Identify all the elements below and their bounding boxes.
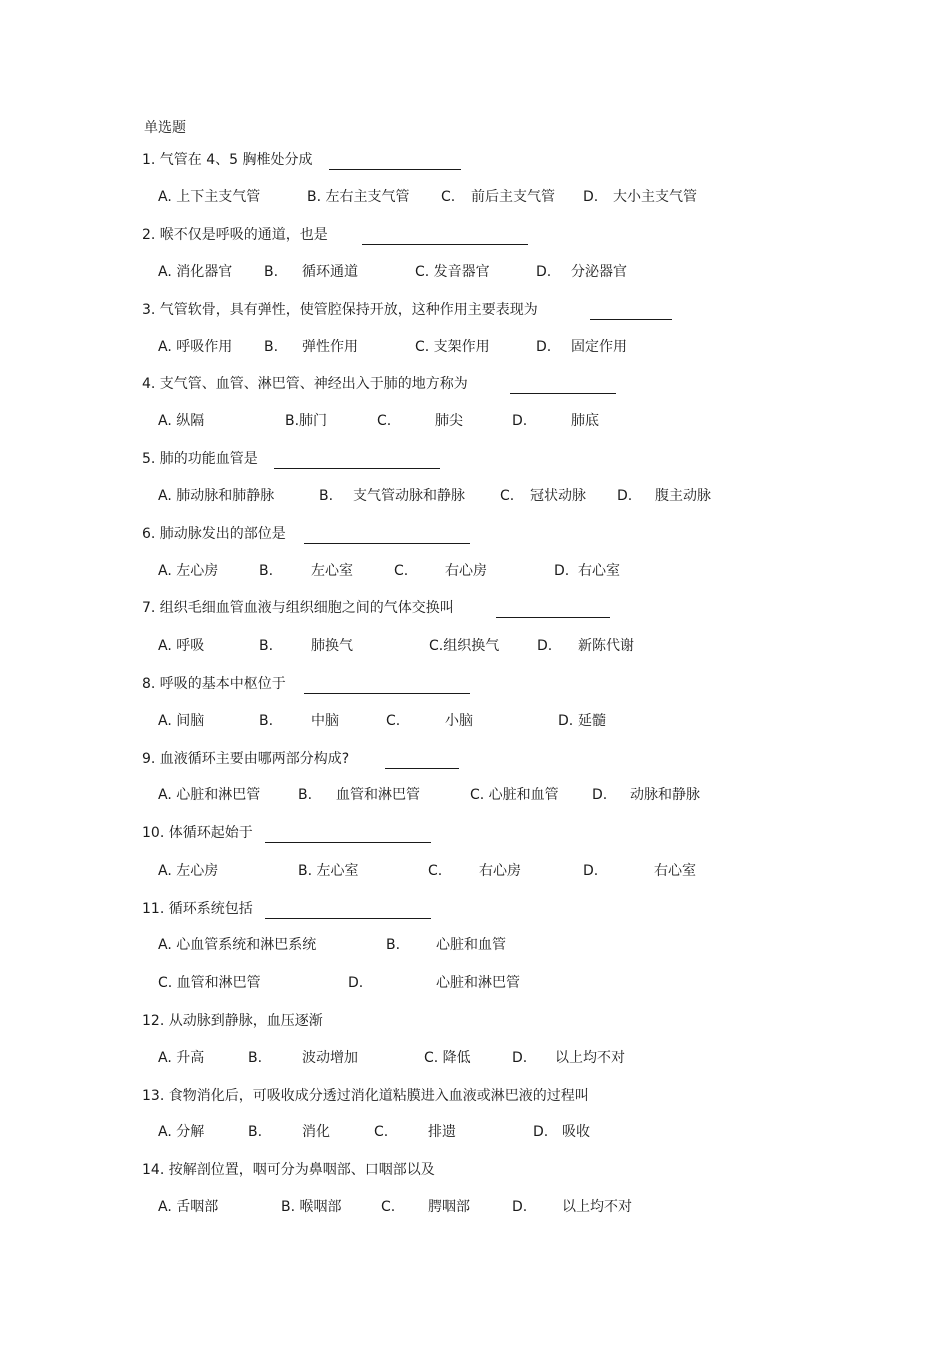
- option-text: D.: [558, 713, 574, 729]
- question-item: [142, 524, 470, 544]
- option-text: C.: [386, 713, 401, 729]
- answer-blank: [274, 454, 440, 469]
- option-text: B.: [264, 264, 279, 280]
- question-text: 12. 从动脉到静脉，血压逐渐: [142, 1013, 323, 1029]
- option-text: D.: [554, 563, 570, 579]
- answer-blank: [362, 230, 528, 245]
- options-row: [158, 1048, 858, 1068]
- option-text: B.: [264, 339, 279, 355]
- option-text: 延髓: [578, 713, 606, 729]
- question-item: [142, 300, 672, 320]
- question-item: [142, 823, 431, 843]
- option-text: 前后主支气管: [471, 189, 555, 205]
- option-text: C.: [394, 563, 409, 579]
- question-item: [142, 598, 610, 618]
- option-text: 支气管动脉和静脉: [353, 488, 465, 504]
- question-text: 5. 肺的功能血管是: [142, 451, 258, 467]
- answer-blank: [329, 155, 461, 170]
- option-text: D.: [536, 339, 552, 355]
- option-text: C.: [428, 863, 443, 879]
- option-text: 右心房: [445, 563, 487, 579]
- options-row: [158, 187, 858, 207]
- option-text: C. 血管和淋巴管: [158, 975, 261, 991]
- section-title: 单选题: [144, 120, 186, 136]
- option-text: 新陈代谢: [578, 638, 634, 654]
- option-text: A. 心血管系统和淋巴系统: [158, 937, 317, 953]
- option-text: A. 升高: [158, 1050, 205, 1066]
- option-text: 右心房: [479, 863, 521, 879]
- options-row: [158, 935, 858, 955]
- option-text: C.: [381, 1199, 396, 1215]
- option-text: 冠状动脉: [530, 488, 586, 504]
- option-text: B.: [259, 638, 274, 654]
- option-text: 动脉和静脉: [630, 787, 700, 803]
- question-item: [142, 674, 470, 694]
- option-text: 小脑: [445, 713, 473, 729]
- option-text: D.: [536, 264, 552, 280]
- options-row: [158, 337, 858, 357]
- question-text: 4. 支气管、血管、淋巴管、神经出入于肺的地方称为: [142, 376, 468, 392]
- option-text: 肺换气: [311, 638, 353, 654]
- answer-blank: [385, 754, 459, 769]
- options-row: [158, 486, 858, 506]
- option-text: C.: [441, 189, 456, 205]
- option-text: D.: [512, 413, 528, 429]
- question-text: 2. 喉不仅是呼吸的通道，也是: [142, 227, 328, 243]
- answer-blank: [265, 904, 431, 919]
- question-item: [142, 899, 431, 919]
- question-item: [142, 374, 616, 394]
- option-text: A. 左心房: [158, 563, 219, 579]
- option-text: B.: [319, 488, 334, 504]
- answer-blank: [590, 305, 672, 320]
- answer-blank: [265, 828, 431, 843]
- question-text: 7. 组织毛细血管血液与组织细胞之间的气体交换叫: [142, 600, 454, 616]
- option-text: 弹性作用: [302, 339, 358, 355]
- option-text: 左心室: [311, 563, 353, 579]
- question-text: 14. 按解剖位置，咽可分为鼻咽部、口咽部以及: [142, 1162, 435, 1178]
- option-text: D.: [533, 1124, 549, 1140]
- question-item: [142, 1011, 323, 1031]
- option-text: 吸收: [562, 1124, 590, 1140]
- option-text: A. 呼吸: [158, 638, 205, 654]
- option-text: 固定作用: [571, 339, 627, 355]
- option-text: 心脏和血管: [436, 937, 506, 953]
- answer-blank: [496, 603, 610, 618]
- option-text: C.: [374, 1124, 389, 1140]
- option-text: 心脏和淋巴管: [436, 975, 520, 991]
- question-item: [142, 1086, 589, 1106]
- option-text: B.: [248, 1124, 263, 1140]
- option-text: 中脑: [311, 713, 339, 729]
- option-text: A. 肺动脉和肺静脉: [158, 488, 275, 504]
- question-text: 3. 气管软骨，具有弹性，使管腔保持开放，这种作用主要表现为: [142, 302, 538, 318]
- option-text: 肺尖: [435, 413, 463, 429]
- option-text: A. 舌咽部: [158, 1199, 219, 1215]
- option-text: A. 左心房: [158, 863, 219, 879]
- question-text: 8. 呼吸的基本中枢位于: [142, 676, 286, 692]
- answer-blank: [510, 379, 616, 394]
- option-text: C. 支架作用: [415, 339, 490, 355]
- option-text: B. 左心室: [298, 863, 359, 879]
- option-text: 腭咽部: [428, 1199, 470, 1215]
- option-text: 大小主支气管: [613, 189, 697, 205]
- option-text: C. 降低: [424, 1050, 471, 1066]
- option-text: 腹主动脉: [655, 488, 711, 504]
- option-text: A. 上下主支气管: [158, 189, 261, 205]
- question-text: 10. 体循环起始于: [142, 825, 253, 841]
- option-text: 消化: [302, 1124, 330, 1140]
- question-text: 1. 气管在 4、5 胸椎处分成: [142, 152, 313, 168]
- option-text: B. 左右主支气管: [307, 189, 410, 205]
- option-text: D.: [583, 863, 599, 879]
- option-text: B.: [248, 1050, 263, 1066]
- question-text: 9. 血液循环主要由哪两部分构成?: [142, 751, 350, 767]
- option-text: A. 心脏和淋巴管: [158, 787, 261, 803]
- question-item: [142, 1160, 435, 1180]
- options-row: [158, 711, 858, 731]
- option-text: A. 消化器官: [158, 264, 233, 280]
- option-text: C. 心脏和血管: [470, 787, 559, 803]
- option-text: 分泌器官: [571, 264, 627, 280]
- option-text: B.: [259, 563, 274, 579]
- question-item: [142, 225, 528, 245]
- option-text: D.: [617, 488, 633, 504]
- option-text: 肺底: [571, 413, 599, 429]
- option-text: A. 间脑: [158, 713, 205, 729]
- option-text: B.: [386, 937, 401, 953]
- option-text: D.: [348, 975, 364, 991]
- option-text: B.: [259, 713, 274, 729]
- options-row: [158, 1122, 858, 1142]
- option-text: 以上均不对: [555, 1050, 625, 1066]
- option-text: D.: [512, 1050, 528, 1066]
- option-text: A. 呼吸作用: [158, 339, 233, 355]
- options-row: [158, 785, 858, 805]
- options-row: [158, 411, 858, 431]
- option-text: 右心室: [654, 863, 696, 879]
- option-text: C.组织换气: [429, 638, 500, 654]
- option-text: D.: [583, 189, 599, 205]
- option-text: D.: [512, 1199, 528, 1215]
- options-row: [158, 861, 858, 881]
- question-item: [142, 449, 440, 469]
- question-item: [142, 150, 461, 170]
- options-row: [158, 973, 858, 993]
- option-text: A. 分解: [158, 1124, 205, 1140]
- option-text: 血管和淋巴管: [336, 787, 420, 803]
- option-text: B.: [298, 787, 313, 803]
- question-text: 13. 食物消化后，可吸收成分透过消化道粘膜进入血液或淋巴液的过程叫: [142, 1088, 589, 1104]
- options-row: [158, 1197, 858, 1217]
- option-text: 右心室: [578, 563, 620, 579]
- option-text: 以上均不对: [562, 1199, 632, 1215]
- options-row: [158, 262, 858, 282]
- option-text: C.: [500, 488, 515, 504]
- options-row: [158, 636, 858, 656]
- question-text: 6. 肺动脉发出的部位是: [142, 526, 286, 542]
- question-text: 11. 循环系统包括: [142, 901, 253, 917]
- option-text: D.: [537, 638, 553, 654]
- answer-blank: [304, 679, 470, 694]
- option-text: A. 纵隔: [158, 413, 205, 429]
- option-text: 循环通道: [302, 264, 358, 280]
- option-text: B. 喉咽部: [281, 1199, 342, 1215]
- option-text: C. 发音器官: [415, 264, 490, 280]
- answer-blank: [304, 529, 470, 544]
- option-text: D.: [592, 787, 608, 803]
- option-text: C.: [377, 413, 392, 429]
- option-text: 波动增加: [302, 1050, 358, 1066]
- option-text: 排遗: [428, 1124, 456, 1140]
- options-row: [158, 561, 858, 581]
- question-item: [142, 749, 459, 769]
- option-text: B.肺门: [285, 413, 328, 429]
